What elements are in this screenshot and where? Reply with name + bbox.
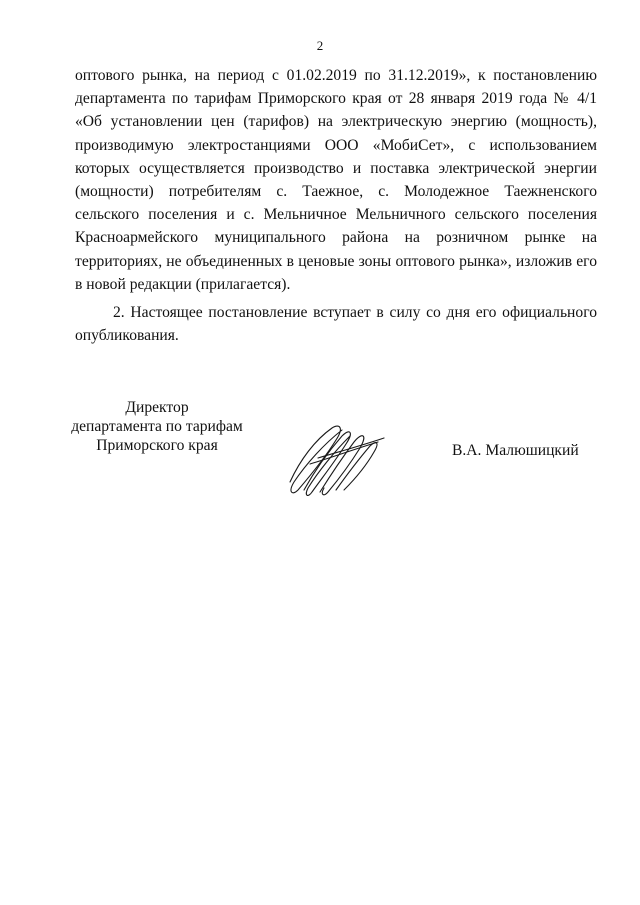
body-paragraph: оптового рынка, на период с 01.02.2019 по 31.12.2019», к постановлению департамента по тарифам Приморского края от 28 января 2019 года № 4/1 «Об установлении цен (тарифов) на электрическую энергию (мощность), производимую электростанциями ООО «МобиСет», с использованием которых осуществляется производство и поставка электрической энергии (мощности) потребителям с. Таежное, с. Молодежное Таежненского сельского поселения и с. Мельничное Мельничного сельского поселения Красноармейского муниципального района на розничном рынке на территориях, не объединенных в ценовые зоны оптового рынка», изложив его в новой редакции (прилагается).: [75, 67, 597, 293]
body-paragraph-clause-2: 2. Настоящее постановление вступает в силу со дня его официального опубликования.: [75, 304, 597, 345]
signatory-title-block: [62, 398, 252, 455]
signatory-title-line: Директор: [125, 399, 189, 416]
document-body: [75, 64, 597, 347]
signatory-title-line: Приморского края: [96, 437, 218, 454]
page-number: 2: [316, 38, 324, 53]
signatory-name: В.А. Малюшицкий: [452, 442, 579, 459]
handwritten-signature: [280, 420, 390, 500]
signatory-title-line: департамента по тарифам: [71, 418, 243, 435]
